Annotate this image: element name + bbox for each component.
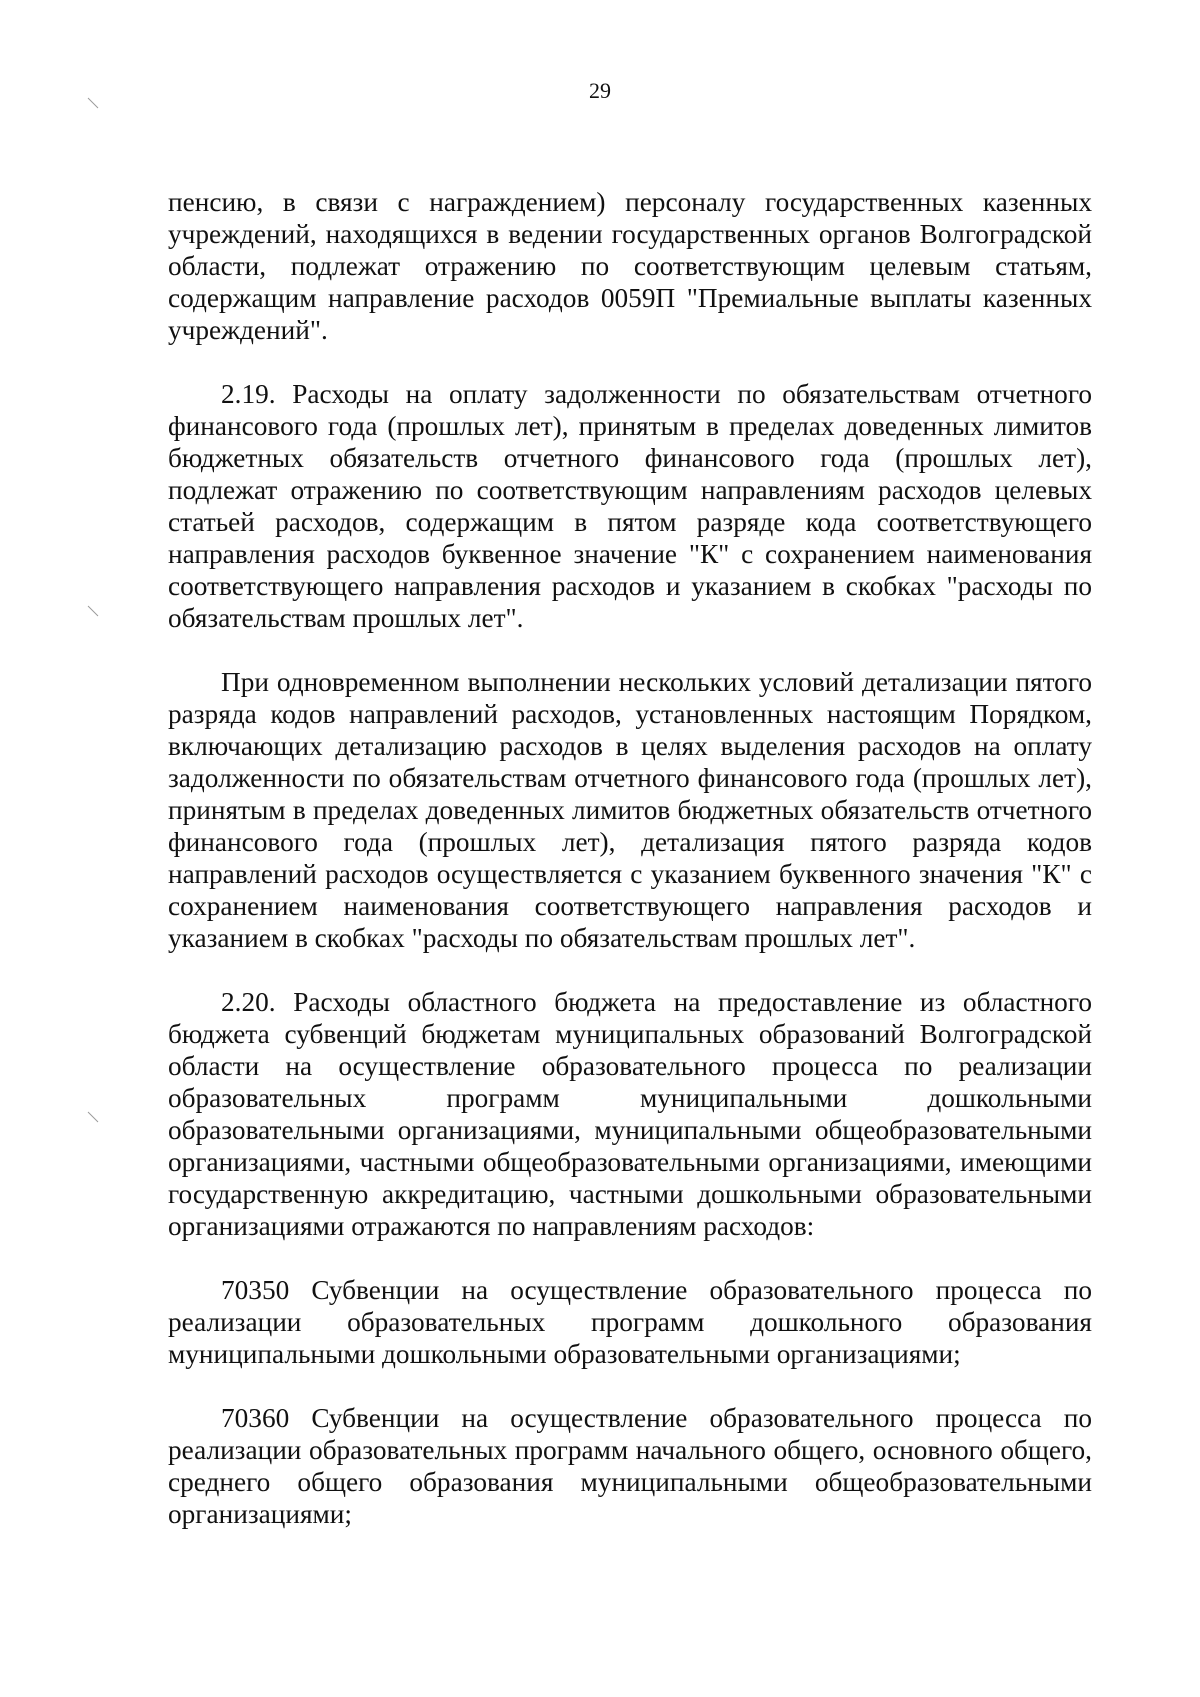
paragraph-70360: 70360 Субвенции на осуществление образовательного процесса по реализации образовательных программ начального общего, основного общего, среднего общего образования муниципальными общеобразовательными организациями; <box>168 1403 1092 1529</box>
paragraph-2-20: 2.20. Расходы областного бюджета на предоставление из областного бюджета субвенций бюджетам муниципальных образований Волгоградской области на осуществление образовательного процесса по реализации образовательных программ муниципальными дошкольными образовательными организациями, муниципальными общеобразовательными организациями, частными общеобразовательными организациями, имеющими государственную аккредитацию, частными дошкольными образовательными организациями отражаются по направлениям расходов: <box>168 987 1092 1241</box>
paragraph-2-19: 2.19. Расходы на оплату задолженности по обязательствам отчетного финансового года (прошлых лет), принятым в пределах доведенных лимитов бюджетных обязательств отчетного финансового года (прошлых лет), подлежат отражению по соответствующим направлениям расходов целевых статьей расходов, содержащим в пятом разряде кода соответствующего направления расходов буквенное значение "К" с сохранением наименования соответствующего направления расходов и указанием в скобках "расходы по обязательствам прошлых лет". <box>168 379 1092 633</box>
paragraph-continuation: пенсию, в связи с награждением) персоналу государственных казенных учреждений, находящихся в ведении государственных органов Волгоградской области, подлежат отражению по соответствующим целевым статьям, содержащим направление расходов 0059П "Премиальные выплаты казенных учреждений". <box>168 187 1092 345</box>
scan-speck-mark <box>86 604 100 618</box>
document-body <box>168 186 1092 1530</box>
page-number: 29 <box>589 78 611 103</box>
paragraph-70350: 70350 Субвенции на осуществление образовательного процесса по реализации образовательных программ дошкольного образования муниципальными дошкольными образовательными организациями; <box>168 1275 1092 1369</box>
paragraph-multiple-conditions: При одновременном выполнении нескольких условий детализации пятого разряда кодов направлений расходов, установленных настоящим Порядком, включающих детализацию расходов в целях выделения расходов на оплату задолженности по обязательствам отчетного финансового года (прошлых лет), принятым в пределах доведенных лимитов бюджетных обязательств отчетного финансового года (прошлых лет), детализация пятого разряда кодов направлений расходов осуществляется с указанием буквенного значения "К" с сохранением наименования соответствующего направления расходов и указанием в скобках "расходы по обязательствам прошлых лет". <box>168 667 1092 953</box>
scan-speck-mark <box>86 1110 100 1124</box>
